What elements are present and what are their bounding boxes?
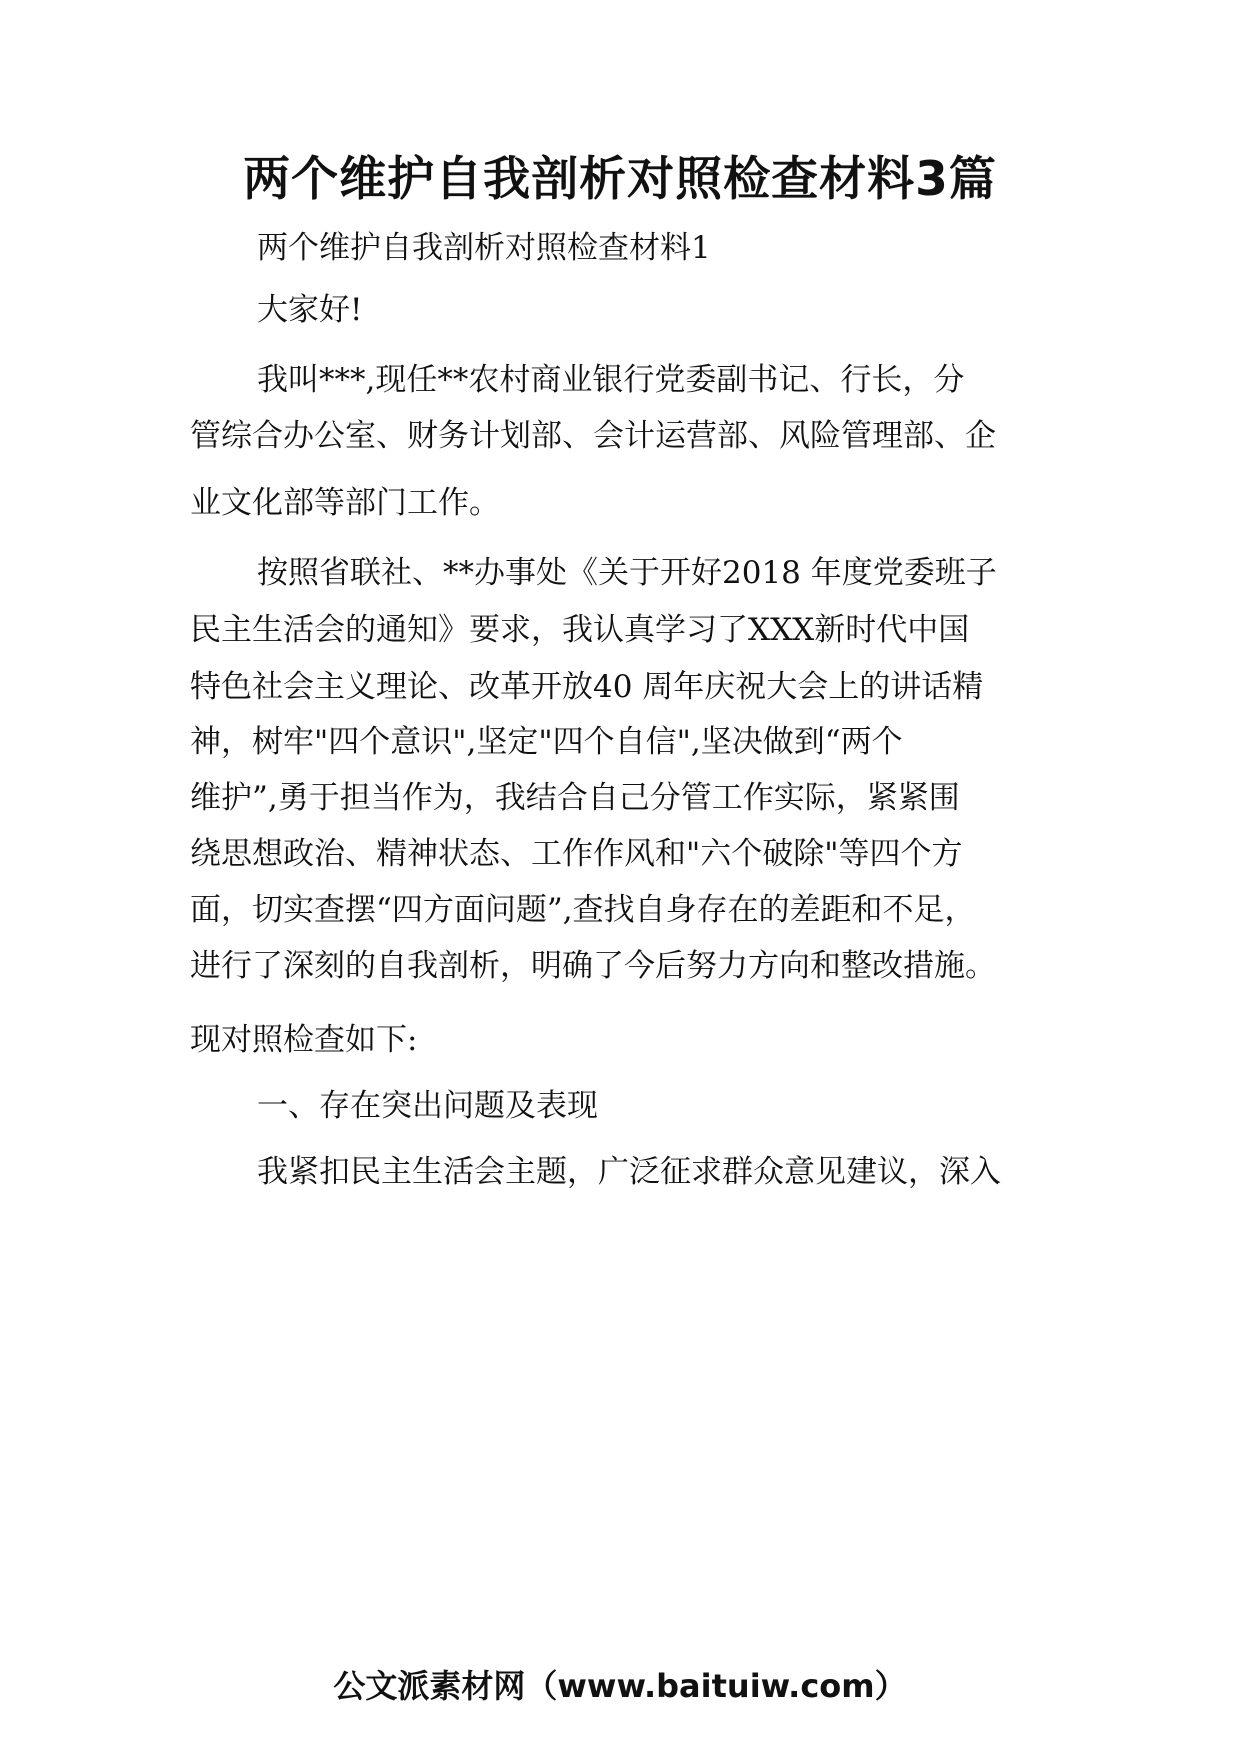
paragraph-line: 管综合办公室、财务计划部、会计运营部、风险管理部、企 bbox=[190, 418, 996, 454]
paragraph-line: 按照省联社、**办事处《关于开好2018 年度党委班子 bbox=[257, 555, 997, 591]
greeting-line: 大家好! bbox=[257, 292, 363, 328]
paragraph-line: 神，树牢"四个意识",坚定"四个自信",坚决做到“两个 bbox=[190, 724, 903, 760]
paragraph-line: 民主生活会的通知》要求，我认真学习了XXX新时代中国 bbox=[190, 612, 970, 648]
paragraph-line: 维护”,勇于担当作为，我结合自己分管工作实际，紧紧围 bbox=[190, 780, 960, 816]
document-title: 两个维护自我剖析对照检查材料3篇 bbox=[243, 152, 997, 207]
paragraph-line: 业文化部等部门工作。 bbox=[190, 485, 500, 521]
footer-watermark: 公文派素材网（www.baituiw.com） bbox=[333, 1667, 907, 1705]
section-heading: 一、存在突出问题及表现 bbox=[257, 1088, 598, 1124]
paragraph-line: 绕思想政治、精神状态、工作作风和"六个破除"等四个方 bbox=[190, 836, 963, 872]
paragraph-line: 特色社会主义理论、改革开放40 周年庆祝大会上的讲话精 bbox=[190, 669, 984, 705]
paragraph-line: 我叫***,现任**农村商业银行党委副书记、行长，分 bbox=[257, 362, 965, 398]
paragraph-line: 面，切实查摆“四方面问题”,查找自身存在的差距和不足， bbox=[190, 892, 976, 928]
subtitle-line: 两个维护自我剖析对照检查材料1 bbox=[257, 230, 711, 266]
paragraph-line: 现对照检查如下: bbox=[190, 1022, 418, 1058]
paragraph-line: 进行了深刻的自我剖析，明确了今后努力方向和整改措施。 bbox=[190, 948, 996, 984]
paragraph-line: 我紧扣民主生活会主题，广泛征求群众意见建议，深入 bbox=[257, 1154, 1001, 1190]
